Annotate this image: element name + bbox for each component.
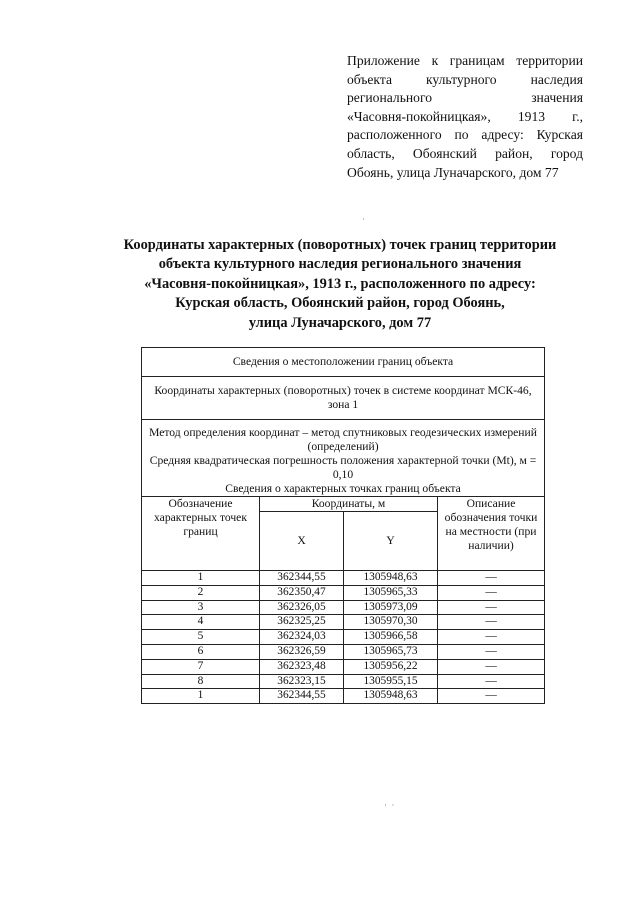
scan-speck: · · <box>384 800 395 810</box>
title-line: «Часовня-покойницкая», 1913 г., расположенного по адресу: <box>144 275 536 292</box>
appendix-line: объекта культурного наследия <box>347 71 583 87</box>
method-line: Метод определения координат – метод спутниковых геодезических измерений (определений) <box>149 426 537 453</box>
title-line: улица Луначарского, дом 77 <box>248 314 432 331</box>
table-row <box>142 630 545 645</box>
header-description: Описание обозначения точки на местности (при наличии) <box>438 497 545 571</box>
table-row <box>142 689 545 704</box>
point-number: 3 <box>142 600 260 615</box>
header-coordinates: Координаты, м <box>260 497 438 512</box>
x-value: 362324,03 <box>260 630 344 645</box>
point-number: 6 <box>142 644 260 659</box>
y-value: 1305966,58 <box>344 630 438 645</box>
scan-speck: · <box>362 214 365 224</box>
header-designation: Обозначение характерных точек границ <box>142 497 260 571</box>
point-number: 7 <box>142 659 260 674</box>
y-value: 1305970,30 <box>344 615 438 630</box>
y-value: 1305948,63 <box>344 689 438 704</box>
table-row <box>142 659 545 674</box>
x-value: 362323,15 <box>260 674 344 689</box>
y-value: 1305965,33 <box>344 585 438 600</box>
table-row <box>142 615 545 630</box>
points-info-line: Сведения о характерных точках границ объекта <box>225 482 461 495</box>
appendix-line: область, Обоянский район, город <box>347 145 583 161</box>
appendix-line: Приложение к границам территории <box>347 53 583 68</box>
y-value: 1305948,63 <box>344 571 438 586</box>
table-row <box>142 644 545 659</box>
appendix-line: расположенного по адресу: Курская <box>347 127 583 143</box>
point-number: 1 <box>142 571 260 586</box>
section-coordinate-system: Координаты характерных (поворотных) точек в системе координат МСК-46, зона 1 <box>142 377 545 420</box>
document-title <box>60 236 620 333</box>
header-x: X <box>260 512 344 571</box>
method-info <box>142 420 545 497</box>
appendix-line: Обоянь, улица Луначарского, дом 77 <box>347 164 559 180</box>
description-value: — <box>438 615 545 630</box>
x-value: 362323,48 <box>260 659 344 674</box>
title-line: Курская область, Обоянский район, город Обоянь, <box>175 295 505 312</box>
x-value: 362344,55 <box>260 571 344 586</box>
coordinates-table <box>141 347 545 704</box>
description-value: — <box>438 600 545 615</box>
x-value: 362326,59 <box>260 644 344 659</box>
y-value: 1305955,15 <box>344 674 438 689</box>
table-row <box>142 600 545 615</box>
section-location-info: Сведения о местоположении границ объекта <box>142 348 545 377</box>
description-value: — <box>438 659 545 674</box>
y-value: 1305956,22 <box>344 659 438 674</box>
description-value: — <box>438 644 545 659</box>
point-number: 2 <box>142 585 260 600</box>
x-value: 362344,55 <box>260 689 344 704</box>
point-number: 8 <box>142 674 260 689</box>
appendix-line: «Часовня-покойницкая», 1913 г., <box>347 108 583 124</box>
title-line: Координаты характерных (поворотных) точек границ территории <box>123 237 557 253</box>
table-row <box>142 571 545 586</box>
x-value: 362350,47 <box>260 585 344 600</box>
appendix-note <box>347 52 583 182</box>
table-row <box>142 585 545 600</box>
description-value: — <box>438 674 545 689</box>
header-y: Y <box>344 512 438 571</box>
title-line: объекта культурного наследия регионального значения <box>158 256 522 273</box>
y-value: 1305973,09 <box>344 600 438 615</box>
description-value: — <box>438 585 545 600</box>
x-value: 362326,05 <box>260 600 344 615</box>
point-number: 5 <box>142 630 260 645</box>
description-value: — <box>438 571 545 586</box>
table-row <box>142 674 545 689</box>
point-number: 1 <box>142 689 260 704</box>
appendix-line: регионального значения <box>347 90 583 106</box>
description-value: — <box>438 630 545 645</box>
y-value: 1305965,73 <box>344 644 438 659</box>
x-value: 362325,25 <box>260 615 344 630</box>
point-number: 4 <box>142 615 260 630</box>
description-value: — <box>438 689 545 704</box>
accuracy-line: Средняя квадратическая погрешность положения характерной точки (Mt), м = 0,10 <box>149 454 537 481</box>
